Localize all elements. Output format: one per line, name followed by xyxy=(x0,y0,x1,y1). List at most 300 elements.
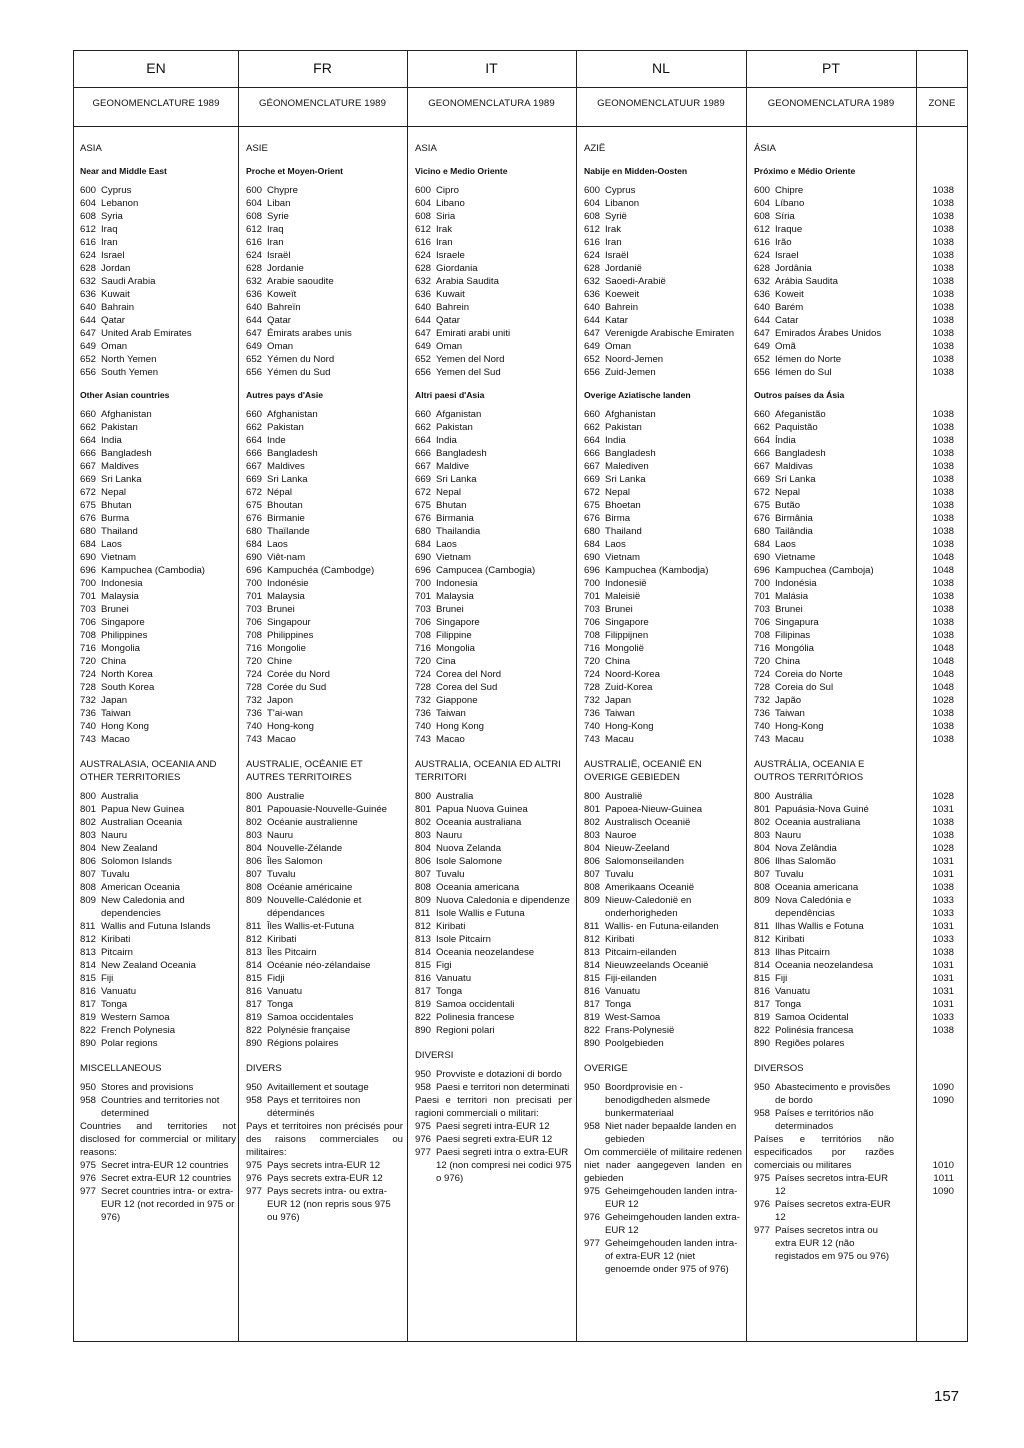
zone-code: 1031 xyxy=(932,973,954,984)
list-item xyxy=(754,790,894,803)
country-code: 660 xyxy=(80,409,97,420)
section-heading: AUSTRALIË, OCEANIË EN OVERIGE GEBIEDEN xyxy=(584,759,702,783)
list-item xyxy=(754,959,894,972)
country-name: Cyprus xyxy=(101,185,132,196)
country-code: 666 xyxy=(584,448,601,459)
country-code: 640 xyxy=(80,302,97,313)
country-code: 819 xyxy=(754,1012,771,1023)
country-name: Malaysia xyxy=(267,591,305,602)
list-item xyxy=(584,985,742,998)
country-code: 724 xyxy=(80,669,97,680)
list-item xyxy=(415,408,572,421)
zone-code: 1038 xyxy=(932,734,954,745)
country-code: 716 xyxy=(80,643,97,654)
country-code: 660 xyxy=(415,409,432,420)
country-code: 806 xyxy=(415,856,432,867)
geo-en: GEONOMENCLATURE 1989 xyxy=(92,98,220,109)
country-name: New Zealand Oceania xyxy=(101,960,196,971)
country-name: Israël xyxy=(605,250,629,261)
country-name: Isole Salomone xyxy=(436,856,503,867)
country-name: Qatar xyxy=(436,315,460,326)
country-code: 647 xyxy=(415,328,432,339)
country-code: 624 xyxy=(80,250,97,261)
list-item xyxy=(80,434,236,447)
country-code: 743 xyxy=(246,734,263,745)
country-name: Polinesia francese xyxy=(436,1012,515,1023)
country-name: Australia xyxy=(436,791,474,802)
list-item xyxy=(584,894,742,920)
country-code: 675 xyxy=(754,500,771,511)
country-name: Geheimgehouden landen extra-EUR 12 xyxy=(605,1212,740,1236)
country-name: Nuova Zelanda xyxy=(436,843,502,854)
list-item xyxy=(80,262,236,275)
country-code: 667 xyxy=(246,461,263,472)
country-code: 669 xyxy=(80,474,97,485)
country-name: Jordanië xyxy=(605,263,642,274)
country-name: Países secretos extra-EUR 12 xyxy=(775,1199,891,1223)
zone-code: 1038 xyxy=(932,474,954,485)
country-name: Nuova Caledonia e dipendenze xyxy=(436,895,570,906)
list-item xyxy=(584,499,742,512)
list-item xyxy=(246,1159,403,1172)
country-name: Filippine xyxy=(436,630,472,641)
list-item xyxy=(80,629,236,642)
country-code: 811 xyxy=(584,921,600,932)
country-code: 628 xyxy=(754,263,771,274)
list-item xyxy=(415,998,572,1011)
list-item xyxy=(415,1133,572,1146)
section-heading: ÁSIA xyxy=(754,143,776,154)
section-heading: ASIE xyxy=(246,143,268,154)
list-item xyxy=(584,327,742,340)
list-item xyxy=(754,525,894,538)
list-item xyxy=(415,959,572,972)
country-name: Hong-kong xyxy=(267,721,314,732)
list-item xyxy=(80,733,236,746)
list-item xyxy=(80,920,236,933)
list-item xyxy=(584,603,742,616)
country-code: 890 xyxy=(754,1038,771,1049)
country-code: 806 xyxy=(754,856,771,867)
list-item xyxy=(80,655,236,668)
list-item xyxy=(80,499,236,512)
country-code: 684 xyxy=(754,539,771,550)
country-name: Macao xyxy=(267,734,296,745)
zone-code: 1038 xyxy=(932,882,954,893)
country-name: Afganistan xyxy=(436,409,482,420)
list-item xyxy=(80,275,236,288)
list-item xyxy=(584,366,742,379)
list-item xyxy=(584,881,742,894)
list-item xyxy=(415,538,572,551)
country-name: Laos xyxy=(436,539,457,550)
country-code: 669 xyxy=(415,474,432,485)
list-item xyxy=(80,959,236,972)
country-code: 813 xyxy=(415,934,432,945)
zone-code: 1038 xyxy=(932,617,954,628)
country-name: Coreia do Norte xyxy=(775,669,843,680)
list-item xyxy=(246,972,403,985)
country-name: Macau xyxy=(605,734,634,745)
country-name: Australian Oceania xyxy=(101,817,183,828)
country-code: 652 xyxy=(246,354,263,365)
country-code: 804 xyxy=(584,843,601,854)
list-item xyxy=(415,920,572,933)
country-code: 608 xyxy=(415,211,432,222)
country-code: 812 xyxy=(246,934,263,945)
zone-code: 1038 xyxy=(932,947,954,958)
country-name: Macau xyxy=(775,734,804,745)
country-name: Stores and provisions xyxy=(101,1082,194,1093)
country-name: Sri Lanka xyxy=(101,474,142,485)
country-code: 728 xyxy=(754,682,771,693)
country-name: Iraque xyxy=(775,224,803,235)
country-name: Campucea (Cambogia) xyxy=(436,565,536,576)
country-name: Yémen du Sud xyxy=(267,367,331,378)
column-nl xyxy=(584,142,742,1276)
country-code: 732 xyxy=(415,695,432,706)
country-name: Macao xyxy=(101,734,130,745)
list-item xyxy=(415,655,572,668)
country-name: Tonga xyxy=(267,999,294,1010)
country-name: Syrië xyxy=(605,211,627,222)
country-code: 649 xyxy=(246,341,263,352)
country-code: 652 xyxy=(415,354,432,365)
list-item xyxy=(754,707,894,720)
list-item xyxy=(584,855,742,868)
country-code: 706 xyxy=(415,617,432,628)
country-name: Koeweit xyxy=(605,289,640,300)
list-item xyxy=(584,184,742,197)
list-item xyxy=(754,1011,894,1024)
country-name: Nepal xyxy=(436,487,462,498)
list-item xyxy=(415,816,572,829)
list-item xyxy=(415,733,572,746)
country-name: Lebanon xyxy=(101,198,139,209)
country-code: 728 xyxy=(584,682,601,693)
country-name: Papua Nuova Guinea xyxy=(436,804,528,815)
country-code: 640 xyxy=(246,302,263,313)
country-code: 815 xyxy=(246,973,263,984)
country-code: 724 xyxy=(584,669,601,680)
list-item xyxy=(246,434,403,447)
country-name: Israele xyxy=(436,250,465,261)
country-name: Oman xyxy=(436,341,463,352)
country-code: 640 xyxy=(754,302,771,313)
country-name: Japan xyxy=(101,695,128,706)
country-code: 644 xyxy=(246,315,263,326)
list-item xyxy=(246,720,403,733)
country-code: 604 xyxy=(246,198,263,209)
country-name: T'ai-wan xyxy=(267,708,303,719)
country-name: Papouasie-Nouvelle-Guinée xyxy=(267,804,387,815)
list-item xyxy=(584,998,742,1011)
country-name: Oceania americana xyxy=(436,882,520,893)
zone-code: 1031 xyxy=(932,986,954,997)
zone-code: 1048 xyxy=(932,552,954,563)
country-code: 604 xyxy=(415,198,432,209)
list-item xyxy=(754,236,894,249)
geo-fr: GÉONOMENCLATURE 1989 xyxy=(258,98,387,109)
list-item xyxy=(415,301,572,314)
country-name: Afeganistão xyxy=(775,409,826,420)
country-name: Kuwait xyxy=(436,289,465,300)
country-code: 819 xyxy=(584,1012,601,1023)
list-item xyxy=(415,668,572,681)
zone-code: 1031 xyxy=(932,856,954,867)
country-code: 720 xyxy=(415,656,432,667)
country-name: China xyxy=(775,656,801,667)
footnote-text: Om commerciële of militaire redenen niet nader aangegeven landen en gebieden xyxy=(584,1147,742,1184)
country-name: Pitcairn xyxy=(101,947,133,958)
country-name: Iraq xyxy=(267,224,284,235)
country-name: Chipre xyxy=(775,185,804,196)
country-code: 656 xyxy=(246,367,263,378)
list-item xyxy=(584,314,742,327)
country-code: 976 xyxy=(584,1212,601,1223)
country-name: Noord-Jemen xyxy=(605,354,664,365)
list-item xyxy=(754,881,894,894)
country-code: 809 xyxy=(754,895,771,906)
list-item xyxy=(415,197,572,210)
list-item xyxy=(754,829,894,842)
country-name: Pays secrets intra- ou extra-EUR 12 (non repris sous 975 ou 976) xyxy=(267,1186,391,1223)
list-item xyxy=(754,803,894,816)
country-name: Emirados Árabes Unidos xyxy=(775,328,882,339)
country-code: 667 xyxy=(584,461,601,472)
country-name: Malaysia xyxy=(101,591,139,602)
lang-nl: NL xyxy=(652,60,670,76)
country-name: Saudi Arabia xyxy=(101,276,156,287)
list-item xyxy=(415,790,572,803)
geo-it: GEONOMENCLATURA 1989 xyxy=(428,98,555,109)
country-name: Koweit xyxy=(775,289,804,300)
country-code: 680 xyxy=(584,526,601,537)
country-code: 652 xyxy=(754,354,771,365)
list-item xyxy=(415,720,572,733)
country-name: Indonesia xyxy=(101,578,143,589)
list-item xyxy=(80,868,236,881)
list-item xyxy=(415,1011,572,1024)
country-code: 652 xyxy=(80,354,97,365)
country-name: Thailand xyxy=(101,526,138,537)
list-item xyxy=(754,933,894,946)
country-code: 672 xyxy=(415,487,432,498)
country-name: Nova Caledónia e dependências xyxy=(775,895,852,919)
list-item xyxy=(415,499,572,512)
list-item xyxy=(80,985,236,998)
list-item xyxy=(80,327,236,340)
country-code: 684 xyxy=(246,539,263,550)
list-item xyxy=(584,707,742,720)
country-name: Ilhas Salomão xyxy=(775,856,836,867)
list-item xyxy=(80,998,236,1011)
section-heading: AZIË xyxy=(584,143,606,154)
country-code: 817 xyxy=(80,999,97,1010)
list-item xyxy=(584,668,742,681)
country-code: 816 xyxy=(754,986,771,997)
list-item xyxy=(584,223,742,236)
list-item xyxy=(584,434,742,447)
zone-code: 1038 xyxy=(932,237,954,248)
country-code: 802 xyxy=(415,817,432,828)
country-name: Syria xyxy=(101,211,123,222)
country-name: Libanon xyxy=(605,198,640,209)
list-item xyxy=(754,512,894,525)
list-item xyxy=(80,512,236,525)
country-name: Nieuwzeelands Oceanië xyxy=(605,960,709,971)
country-code: 632 xyxy=(584,276,601,287)
country-name: Thaïlande xyxy=(267,526,310,537)
country-code: 806 xyxy=(80,856,97,867)
country-name: Chine xyxy=(267,656,293,667)
zone-code: 1038 xyxy=(932,487,954,498)
country-code: 680 xyxy=(246,526,263,537)
list-item xyxy=(754,223,894,236)
list-item xyxy=(246,1185,403,1224)
country-name: Jordanie xyxy=(267,263,304,274)
country-name: Maldives xyxy=(267,461,305,472)
country-name: Vanuatu xyxy=(436,973,472,984)
country-name: Bhutan xyxy=(436,500,467,511)
list-item xyxy=(584,275,742,288)
list-item xyxy=(584,590,742,603)
country-code: 636 xyxy=(415,289,432,300)
list-item xyxy=(246,1037,403,1050)
list-item xyxy=(754,538,894,551)
country-code: 628 xyxy=(584,263,601,274)
country-name: Oceania neozelandese xyxy=(436,947,535,958)
zone-code: 1031 xyxy=(932,869,954,880)
country-name: Tonga xyxy=(436,986,463,997)
country-name: Birmânia xyxy=(775,513,813,524)
zone-code: 1048 xyxy=(932,656,954,667)
country-code: 701 xyxy=(80,591,97,602)
list-item xyxy=(246,803,403,816)
country-name: Australië xyxy=(605,791,643,802)
country-name: Singapore xyxy=(436,617,480,628)
list-item xyxy=(246,551,403,564)
list-item xyxy=(246,486,403,499)
list-item xyxy=(584,1011,742,1024)
country-name: Hong Kong xyxy=(101,721,150,732)
country-code: 817 xyxy=(754,999,771,1010)
country-code: 656 xyxy=(754,367,771,378)
list-item xyxy=(584,972,742,985)
country-name: India xyxy=(436,435,457,446)
country-code: 656 xyxy=(415,367,432,378)
country-code: 958 xyxy=(80,1095,97,1106)
country-name: Taiwan xyxy=(605,708,635,719)
country-name: Bangladesh xyxy=(436,448,487,459)
country-name: Sri Lanka xyxy=(775,474,816,485)
country-name: Isole Wallis e Futuna xyxy=(436,908,525,919)
country-name: Tuvalu xyxy=(605,869,634,880)
list-item xyxy=(246,473,403,486)
list-item xyxy=(246,959,403,972)
country-code: 669 xyxy=(246,474,263,485)
country-code: 803 xyxy=(246,830,263,841)
country-code: 675 xyxy=(246,500,263,511)
country-name: Taiwan xyxy=(101,708,131,719)
country-name: Papuásia-Nova Guiné xyxy=(775,804,869,815)
country-code: 801 xyxy=(754,804,771,815)
country-code: 815 xyxy=(80,973,97,984)
zone-code: 1038 xyxy=(932,263,954,274)
list-item xyxy=(80,421,236,434)
subsection-heading: Other Asian countries xyxy=(80,390,170,400)
country-code: 656 xyxy=(584,367,601,378)
country-code: 819 xyxy=(415,999,432,1010)
country-code: 975 xyxy=(584,1186,601,1197)
zone-code: 1038 xyxy=(932,448,954,459)
country-code: 612 xyxy=(80,224,97,235)
list-item xyxy=(415,460,572,473)
list-item xyxy=(415,907,572,920)
list-item xyxy=(246,447,403,460)
list-item xyxy=(584,933,742,946)
zone-code: 1038 xyxy=(932,211,954,222)
zone-code: 1048 xyxy=(932,565,954,576)
country-code: 660 xyxy=(246,409,263,420)
country-name: Omã xyxy=(775,341,796,352)
subsection-heading: Near and Middle East xyxy=(80,166,167,176)
country-code: 662 xyxy=(80,422,97,433)
list-item xyxy=(246,301,403,314)
country-name: Iran xyxy=(605,237,622,248)
list-item xyxy=(754,408,894,421)
country-name: Fidji xyxy=(267,973,285,984)
country-name: Kampuchea (Camboja) xyxy=(775,565,874,576)
country-code: 690 xyxy=(80,552,97,563)
nomenclature-table xyxy=(73,50,968,1342)
country-name: Nauru xyxy=(101,830,128,841)
country-name: Pays et territoires non déterminés xyxy=(267,1095,361,1119)
country-name: Brunei xyxy=(101,604,129,615)
list-item xyxy=(415,842,572,855)
list-item xyxy=(754,353,894,366)
country-name: Nauru xyxy=(267,830,294,841)
country-code: 822 xyxy=(246,1025,263,1036)
country-code: 600 xyxy=(246,185,263,196)
country-name: Polynésie française xyxy=(267,1025,351,1036)
country-name: Taiwan xyxy=(775,708,805,719)
list-item xyxy=(584,353,742,366)
country-name: Vanuatu xyxy=(775,986,811,997)
country-code: 647 xyxy=(80,328,97,339)
list-item xyxy=(754,842,894,855)
country-code: 743 xyxy=(80,734,97,745)
country-code: 703 xyxy=(80,604,97,615)
country-code: 800 xyxy=(415,791,432,802)
country-name: Singapour xyxy=(267,617,311,628)
country-code: 600 xyxy=(584,185,601,196)
zone-code: 1031 xyxy=(932,999,954,1010)
list-item xyxy=(415,629,572,642)
country-code: 676 xyxy=(246,513,263,524)
country-name: Régions polaires xyxy=(267,1038,339,1049)
country-code: 950 xyxy=(80,1082,97,1093)
list-item xyxy=(415,590,572,603)
country-name: Paesi segreti intra-EUR 12 xyxy=(436,1121,550,1132)
list-item xyxy=(754,720,894,733)
section-heading: MISCELLANEOUS xyxy=(80,1063,162,1074)
list-item xyxy=(754,1224,894,1263)
footnote-text: Countries and territories not disclosed for commercial or military reasons: xyxy=(80,1121,236,1158)
country-code: 644 xyxy=(754,315,771,326)
country-code: 816 xyxy=(246,986,263,997)
country-name: Nova Zelândia xyxy=(775,843,837,854)
